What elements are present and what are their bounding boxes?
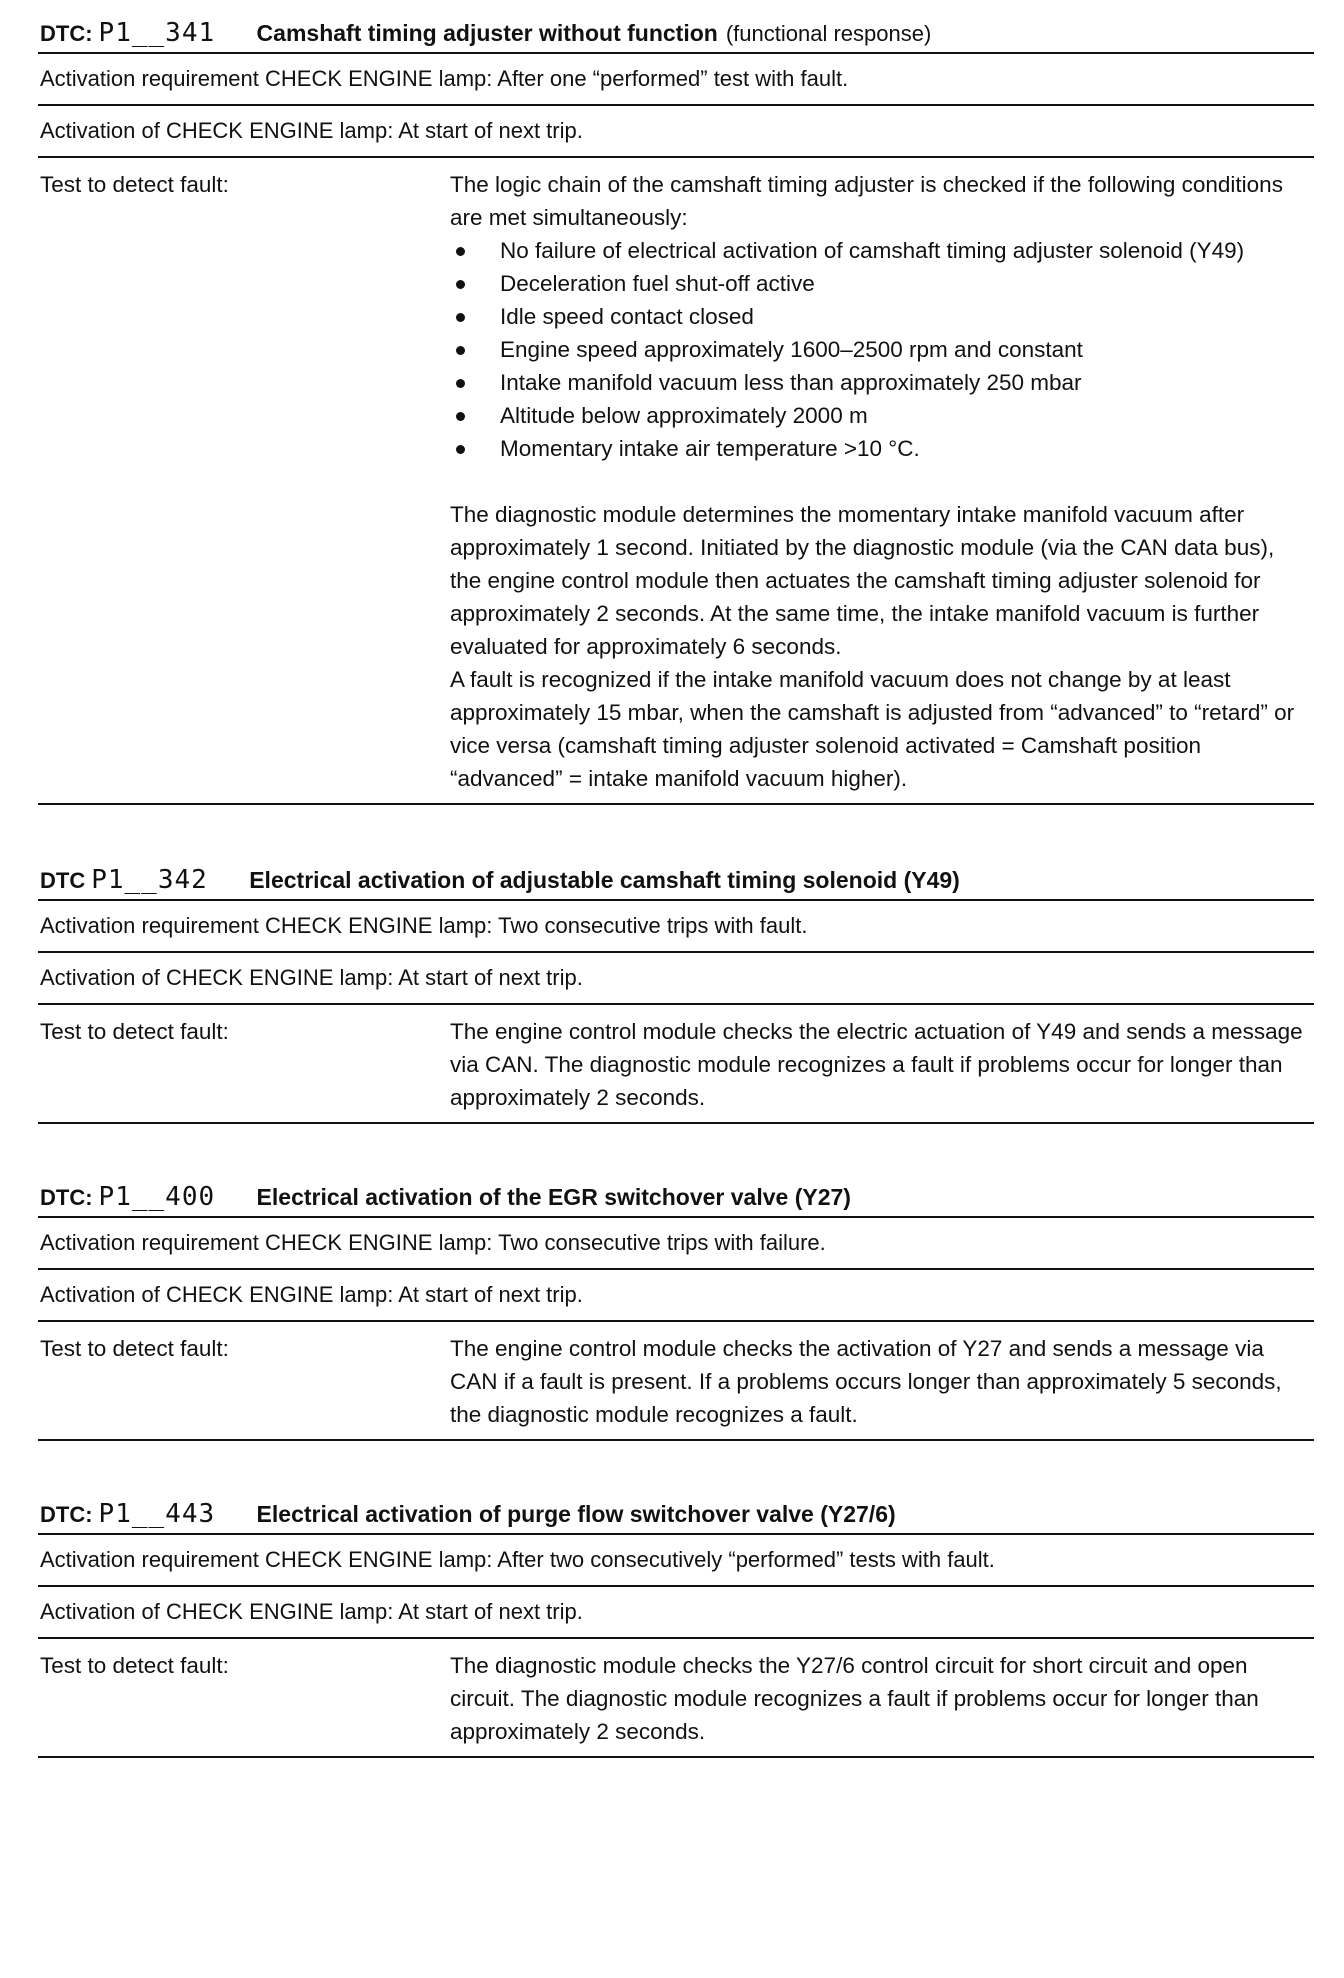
dtc-title: Camshaft timing adjuster without function — [256, 20, 718, 46]
condition-item — [450, 267, 1310, 300]
dtc-code: P1__341 — [98, 18, 216, 48]
bullet-icon — [456, 346, 465, 355]
activation-requirement: Activation requirement CHECK ENGINE lamp: After one “performed” test with fault. — [38, 54, 1314, 106]
bullet-icon — [456, 313, 465, 322]
dtc-title: Electrical activation of the EGR switchover valve (Y27) — [256, 1184, 851, 1210]
test-paragraph: The diagnostic module determines the momentary intake manifold vacuum after approximately 1 second. Initiated by the diagnostic module (via the CAN data bus), the engine control module then actuates the camshaft timing adjuster solenoid for approximately 2 seconds. At the same time, the intake manifold vacuum is further evaluated for approximately 6 seconds. — [450, 502, 1275, 659]
dtc-code: P1__342 — [91, 865, 208, 895]
condition-text: Intake manifold vacuum less than approximately 250 mbar — [500, 370, 1082, 395]
dtc-title: Electrical activation of adjustable camshaft timing solenoid (Y49) — [249, 867, 960, 893]
condition-text: No failure of electrical activation of camshaft timing adjuster solenoid (Y49) — [500, 238, 1245, 263]
activation-requirement: Activation requirement CHECK ENGINE lamp: After two consecutively “performed” tests with fault. — [38, 1535, 1314, 1587]
bullet-icon — [456, 379, 465, 388]
condition-text: Idle speed contact closed — [500, 304, 754, 329]
test-paragraph: A fault is recognized if the intake manifold vacuum does not change by at least approximately 15 mbar, when the camshaft is adjusted from “advanced” to “retard” or vice versa (camshaft timing adjuster solenoid activated = Camshaft position “advanced” = intake manifold vacuum higher). — [450, 667, 1295, 791]
test-row — [38, 158, 1314, 805]
dtc-header — [38, 1499, 1314, 1535]
dtc-header — [38, 1182, 1314, 1218]
dtc-subtitle: (functional response) — [725, 21, 932, 46]
dtc-header — [38, 18, 1314, 54]
activation-lamp: Activation of CHECK ENGINE lamp: At start of next trip. — [38, 1587, 1314, 1639]
bullet-icon — [456, 247, 465, 256]
test-paragraph: The engine control module checks the activation of Y27 and sends a message via CAN if a fault is present. If a problems occurs longer than approximately 5 seconds, the diagnostic module recognizes a fault. — [450, 1336, 1282, 1427]
test-body — [450, 168, 1310, 795]
condition-item — [450, 300, 1310, 333]
test-body — [450, 1332, 1310, 1431]
condition-item — [450, 333, 1310, 366]
activation-requirement: Activation requirement CHECK ENGINE lamp: Two consecutive trips with failure. — [38, 1218, 1314, 1270]
dtc-section-p1342 — [38, 865, 1314, 1124]
dtc-title: Electrical activation of purge flow switchover valve (Y27/6) — [256, 1501, 896, 1527]
dtc-label: DTC: — [40, 1502, 93, 1527]
dtc-label: DTC — [40, 868, 86, 893]
test-intro: The logic chain of the camshaft timing adjuster is checked if the following conditions are met simultaneously: — [450, 172, 1283, 230]
condition-list — [450, 234, 1310, 465]
dtc-section-p1341 — [38, 18, 1314, 805]
spacer — [450, 465, 1310, 498]
document-page — [38, 18, 1314, 1758]
condition-item — [450, 366, 1310, 399]
test-row — [38, 1639, 1314, 1758]
test-label: Test to detect fault: — [40, 1336, 229, 1361]
test-label: Test to detect fault: — [40, 1653, 229, 1678]
test-row — [38, 1005, 1314, 1124]
dtc-code: P1__443 — [98, 1499, 216, 1529]
dtc-header — [38, 865, 1314, 901]
condition-item — [450, 399, 1310, 432]
test-paragraph: The diagnostic module checks the Y27/6 control circuit for short circuit and open circuit. The diagnostic module recognizes a fault if problems occur for longer than approximately 2 seconds. — [450, 1653, 1259, 1744]
condition-text: Momentary intake air temperature >10 °C. — [500, 436, 920, 461]
condition-text: Engine speed approximately 1600–2500 rpm and constant — [500, 337, 1083, 362]
dtc-section-p1443 — [38, 1499, 1314, 1758]
test-body — [450, 1649, 1310, 1748]
dtc-section-p1400 — [38, 1182, 1314, 1441]
bullet-icon — [456, 445, 465, 454]
activation-requirement: Activation requirement CHECK ENGINE lamp: Two consecutive trips with fault. — [38, 901, 1314, 953]
dtc-label: DTC: — [40, 21, 93, 46]
condition-text: Deceleration fuel shut-off active — [500, 271, 815, 296]
activation-lamp: Activation of CHECK ENGINE lamp: At start of next trip. — [38, 106, 1314, 158]
dtc-label: DTC: — [40, 1185, 93, 1210]
activation-lamp: Activation of CHECK ENGINE lamp: At start of next trip. — [38, 953, 1314, 1005]
test-paragraph: The engine control module checks the electric actuation of Y49 and sends a message via CAN. The diagnostic module recognizes a fault if problems occur for longer than approximately 2 seconds. — [450, 1019, 1303, 1110]
test-body — [450, 1015, 1310, 1114]
condition-text: Altitude below approximately 2000 m — [500, 403, 868, 428]
condition-item — [450, 234, 1310, 267]
test-label: Test to detect fault: — [40, 172, 229, 197]
test-row — [38, 1322, 1314, 1441]
test-label: Test to detect fault: — [40, 1019, 229, 1044]
activation-lamp: Activation of CHECK ENGINE lamp: At start of next trip. — [38, 1270, 1314, 1322]
bullet-icon — [456, 412, 465, 421]
bullet-icon — [456, 280, 465, 289]
dtc-code: P1__400 — [98, 1182, 216, 1212]
condition-item — [450, 432, 1310, 465]
